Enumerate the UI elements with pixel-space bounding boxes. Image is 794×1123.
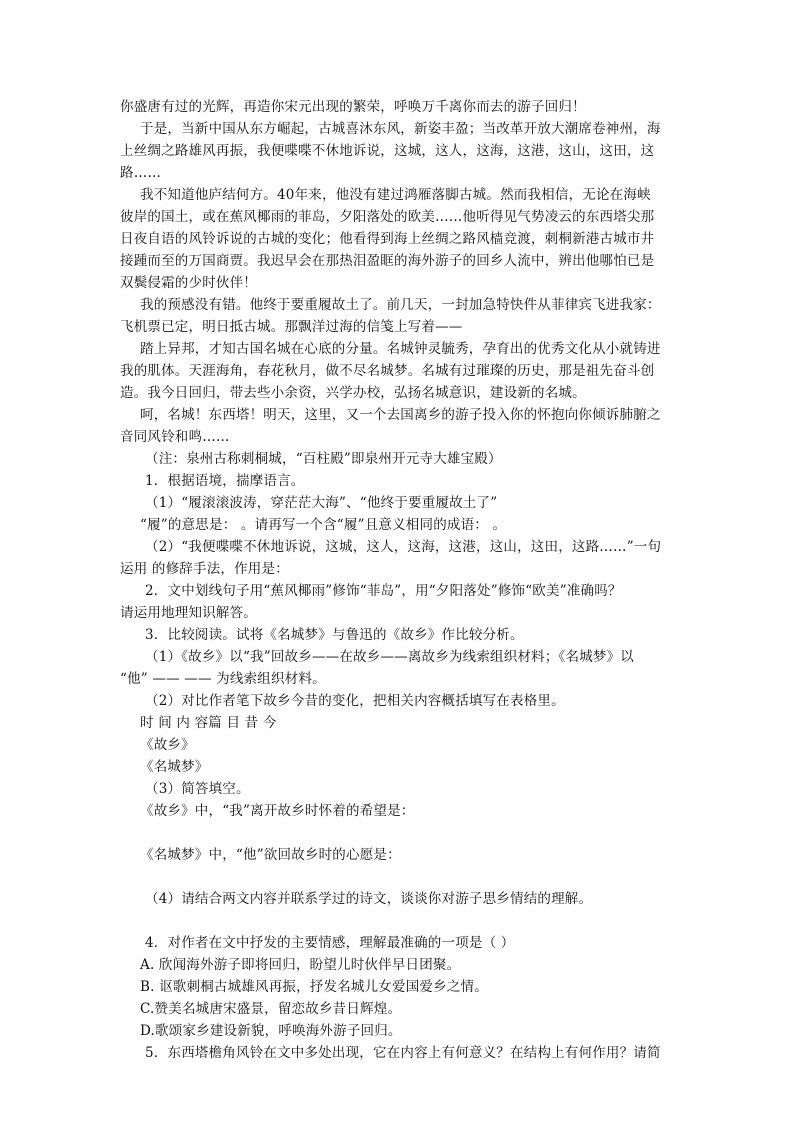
question-line: “履”的意思是： 。请再写一个含“履”且意义相同的成语： 。	[140, 517, 507, 533]
table-row-label: 《故乡》	[140, 737, 195, 753]
table-row-label: 《名城梦》	[140, 759, 209, 775]
option-line: A. 欣闻海外游子即将回归，盼望儿时伙伴早日团聚。	[140, 957, 461, 973]
text-line: 呵，名城！东西塔！明天，这里，又一个去国离乡的游子投入你的怀抱向你倾诉肺腑之	[140, 407, 661, 423]
text-line: 你盛唐有过的光辉，再造你宋元出现的繁荣，呼唤万千离你而去的游子回归！	[120, 99, 586, 115]
text-line: 双鬓侵霜的少时伙伴！	[120, 275, 257, 291]
text-line: 日夜自语的风铃诉说的古城的变化；他看得到海上丝绸之路风樯竞渡，刺桐新港古城市井	[120, 231, 655, 247]
text-line: 路……	[120, 165, 162, 181]
text-line: 踏上异邦，才知古国名城在心底的分量。名城钟灵毓秀，孕育出的优秀文化从小就铸进	[140, 341, 661, 357]
text-line: 上丝绸之路雄风再振，我便喋喋不休地诉说，这城，这人，这海，这港，这山，这田，这	[120, 143, 655, 159]
table-header-line: 时 间 内 容篇 目 昔 今	[140, 715, 277, 731]
text-line: 彼岸的国土，或在蕉风椰雨的菲岛，夕阳落处的欧美……他听得见气势凌云的东西塔尖那	[120, 209, 655, 225]
note-line: （注：泉州古称刺桐城，“百柱殿”即泉州开元寺大雄宝殿）	[145, 451, 502, 467]
question-line: （1）《故乡》以“我”回故乡——在故乡——离故乡为线索组织材料；《名城梦》以	[145, 649, 634, 665]
text-line: 我不知道他庐结何方。40年来，他没有建过鸿雁落脚古城。然而我相信，无论在海峡	[140, 187, 651, 203]
question-line: 2．文中划线句子用“蕉风椰雨”修饰“菲岛”，用“夕阳落处”修饰“欧美”准确吗？	[145, 583, 622, 599]
question-line: 1．根据语境，揣摩语言。	[145, 473, 305, 489]
option-line: C.赞美名城唐宋盛景，留恋故乡昔日辉煌。	[140, 1001, 402, 1017]
text-line: 音同风铃和鸣……	[120, 429, 230, 445]
question-line: 运用 的修辞手法，作用是：	[120, 561, 289, 577]
option-line: B. 讴歌刺桐古城雄风再振，抒发名城儿女爱国爱乡之情。	[140, 979, 488, 995]
text-line: 我的肌体。天涯海角，春花秋月，做不尽名城梦。名城有过璀璨的历史，那是祖先奋斗创	[120, 363, 655, 379]
question-line: 请运用地理知识解答。	[120, 605, 257, 621]
question-line: 5．东西塔檐角风铃在文中多处出现，它在内容上有何意义？在结构上有何作用？请简	[145, 1045, 661, 1061]
question-line: 《名城梦》中，“他”欲回故乡时的心愿是：	[140, 847, 401, 863]
text-line: 飞机票已定，明日抵古城。那飘洋过海的信笺上写着——	[120, 319, 463, 335]
question-line: 4．对作者在文中抒发的主要情感，理解最准确的一项是（ ）	[145, 935, 515, 951]
question-line: 《故乡》中，“我”离开故乡时怀着的希望是：	[140, 803, 415, 819]
text-line: 于是，当新中国从东方崛起，古城喜沐东风，新姿丰盈；当改革开放大潮席卷神州，海	[140, 121, 661, 137]
question-line: （3）简答填空。	[145, 781, 250, 797]
option-line: D.歌颂家乡建设新貌，呼唤海外游子回归。	[140, 1023, 402, 1039]
text-line: 造。我今日回归，带去些小余资，兴学办校，弘扬名城意识，建设新的名城。	[120, 385, 586, 401]
question-line: （4）请结合两文内容并联系学过的诗文，谈谈你对游子思乡情结的理解。	[145, 891, 593, 907]
question-line: 3．比较阅读。试将《名城梦》与鲁迅的《故乡》作比较分析。	[145, 627, 524, 643]
question-line: （2）“我便喋喋不休地诉说，这城，这人，这海，这港，这山，这田，这路……”一句	[145, 539, 662, 555]
question-line: “他” —— —— 为线索组织材料。	[120, 671, 326, 687]
question-line: （1）“履滚滚波涛，穿茫茫大海”、“他终于要重履故土了”	[145, 495, 498, 511]
text-line: 我的预感没有错。他终于要重履故土了。前几天，一封加急特快件从菲律宾飞进我家：	[140, 297, 661, 313]
text-line: 接踵而至的万国商贾。我迟早会在那热泪盈眶的海外游子的回乡人流中，辨出他哪怕已是	[120, 253, 655, 269]
question-line: （2）对比作者笔下故乡今昔的变化，把相关内容概括填写在表格里。	[145, 693, 565, 709]
